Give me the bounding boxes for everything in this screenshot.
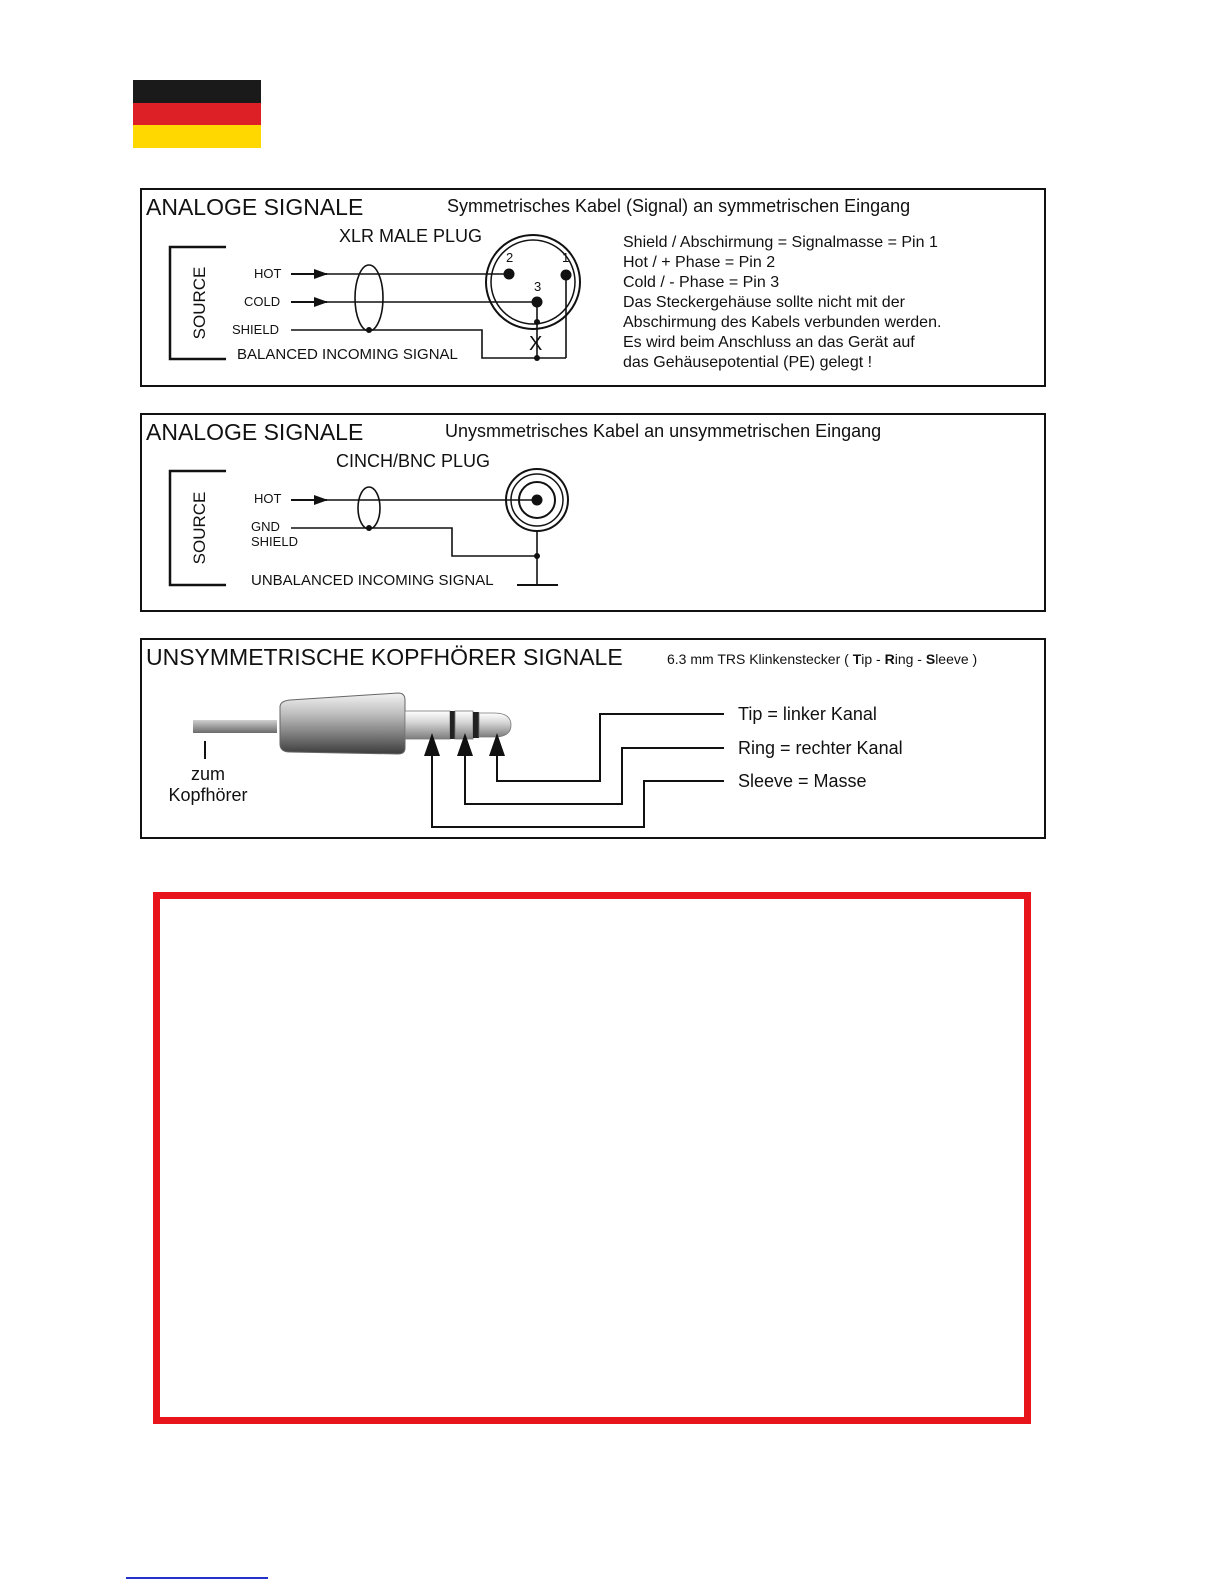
source-label: SOURCE: [190, 491, 209, 565]
ground-route: [291, 528, 537, 556]
cold-label: COLD: [244, 294, 281, 309]
tip-label: Tip = linker Kanal: [738, 704, 877, 724]
note-line: Shield / Abschirmung = Signalmasse = Pin 1: [623, 234, 938, 251]
signal-label: UNBALANCED INCOMING SIGNAL: [251, 572, 494, 589]
shield-junction: [366, 327, 372, 333]
panel-title: ANALOGE SIGNALE: [146, 419, 364, 445]
headphone-cable: [193, 720, 277, 733]
pin1-dot: [561, 270, 572, 281]
panel-title: UNSYMMETRISCHE KOPFHÖRER SIGNALE: [146, 644, 623, 670]
hot-label: HOT: [254, 491, 282, 506]
pin3-junction: [534, 319, 540, 325]
hot-label: HOT: [254, 266, 282, 281]
panel-headphone-trs: [141, 639, 1045, 838]
plug-ring: [455, 711, 473, 739]
cable-label: zum: [190, 764, 226, 784]
panel-subtitle: Symmetrisches Kabel (Signal) an symmetrischen Eingang: [447, 196, 911, 216]
center-pin-dot: [532, 495, 543, 506]
plug-insulator: [450, 711, 455, 739]
panel-balanced-xlr: [141, 189, 1045, 386]
cable-label: Kopfhörer: [168, 785, 248, 805]
notice-box: [153, 892, 1031, 1424]
shield-label: SHIELD: [232, 322, 279, 337]
panel-unbalanced-cinch: [141, 414, 1045, 611]
sleeve-label: Sleeve = Masse: [738, 771, 867, 791]
plug-label: CINCH/BNC PLUG: [336, 451, 491, 471]
pin1-number: 1: [562, 250, 570, 265]
ring-label: Ring = rechter Kanal: [738, 738, 903, 758]
pin2-dot: [504, 269, 515, 280]
cable-shield-ellipse: [355, 265, 383, 331]
ring-route: [465, 748, 724, 804]
gnd-label: GND: [251, 519, 280, 534]
pin3-number: 3: [534, 279, 542, 294]
source-label: SOURCE: [190, 266, 209, 340]
cut-mark: X: [529, 333, 543, 355]
panel-subtitle: 6.3 mm TRS Klinkenstecker ( Tip - Ring - Sleeve ): [667, 651, 978, 667]
plug-tip: [479, 713, 511, 737]
note-line: Das Steckergehäuse sollte nicht mit der: [623, 294, 905, 311]
panel-title: ANALOGE SIGNALE: [146, 194, 364, 220]
note-line: Es wird beim Anschluss an das Gerät auf: [623, 334, 915, 351]
sleeve-route: [432, 756, 724, 827]
ground-junction: [534, 553, 540, 559]
shield-label: SHIELD: [251, 534, 298, 549]
plug-sleeve: [405, 711, 450, 739]
plug-body: [280, 693, 405, 754]
signal-label: BALANCED INCOMING SIGNAL: [237, 346, 458, 363]
note-line: Abschirmung des Kabels verbunden werden.: [623, 314, 942, 331]
footer-link-underline[interactable]: [126, 1577, 268, 1579]
note-line: Cold / - Phase = Pin 3: [623, 274, 780, 291]
cable-shield-ellipse: [358, 487, 380, 529]
shield-junction: [366, 525, 372, 531]
pin2-number: 2: [506, 250, 514, 265]
xlr-notes: [623, 234, 941, 371]
ground-junction: [534, 355, 540, 361]
plug-label: XLR MALE PLUG: [339, 226, 483, 246]
plug-insulator: [473, 712, 479, 738]
note-line: das Gehäusepotential (PE) gelegt !: [623, 354, 873, 371]
panel-subtitle: Unysmmetrisches Kabel an unsymmetrischen Eingang: [445, 421, 882, 441]
note-line: Hot / + Phase = Pin 2: [623, 254, 776, 271]
pin3-dot: [532, 297, 543, 308]
